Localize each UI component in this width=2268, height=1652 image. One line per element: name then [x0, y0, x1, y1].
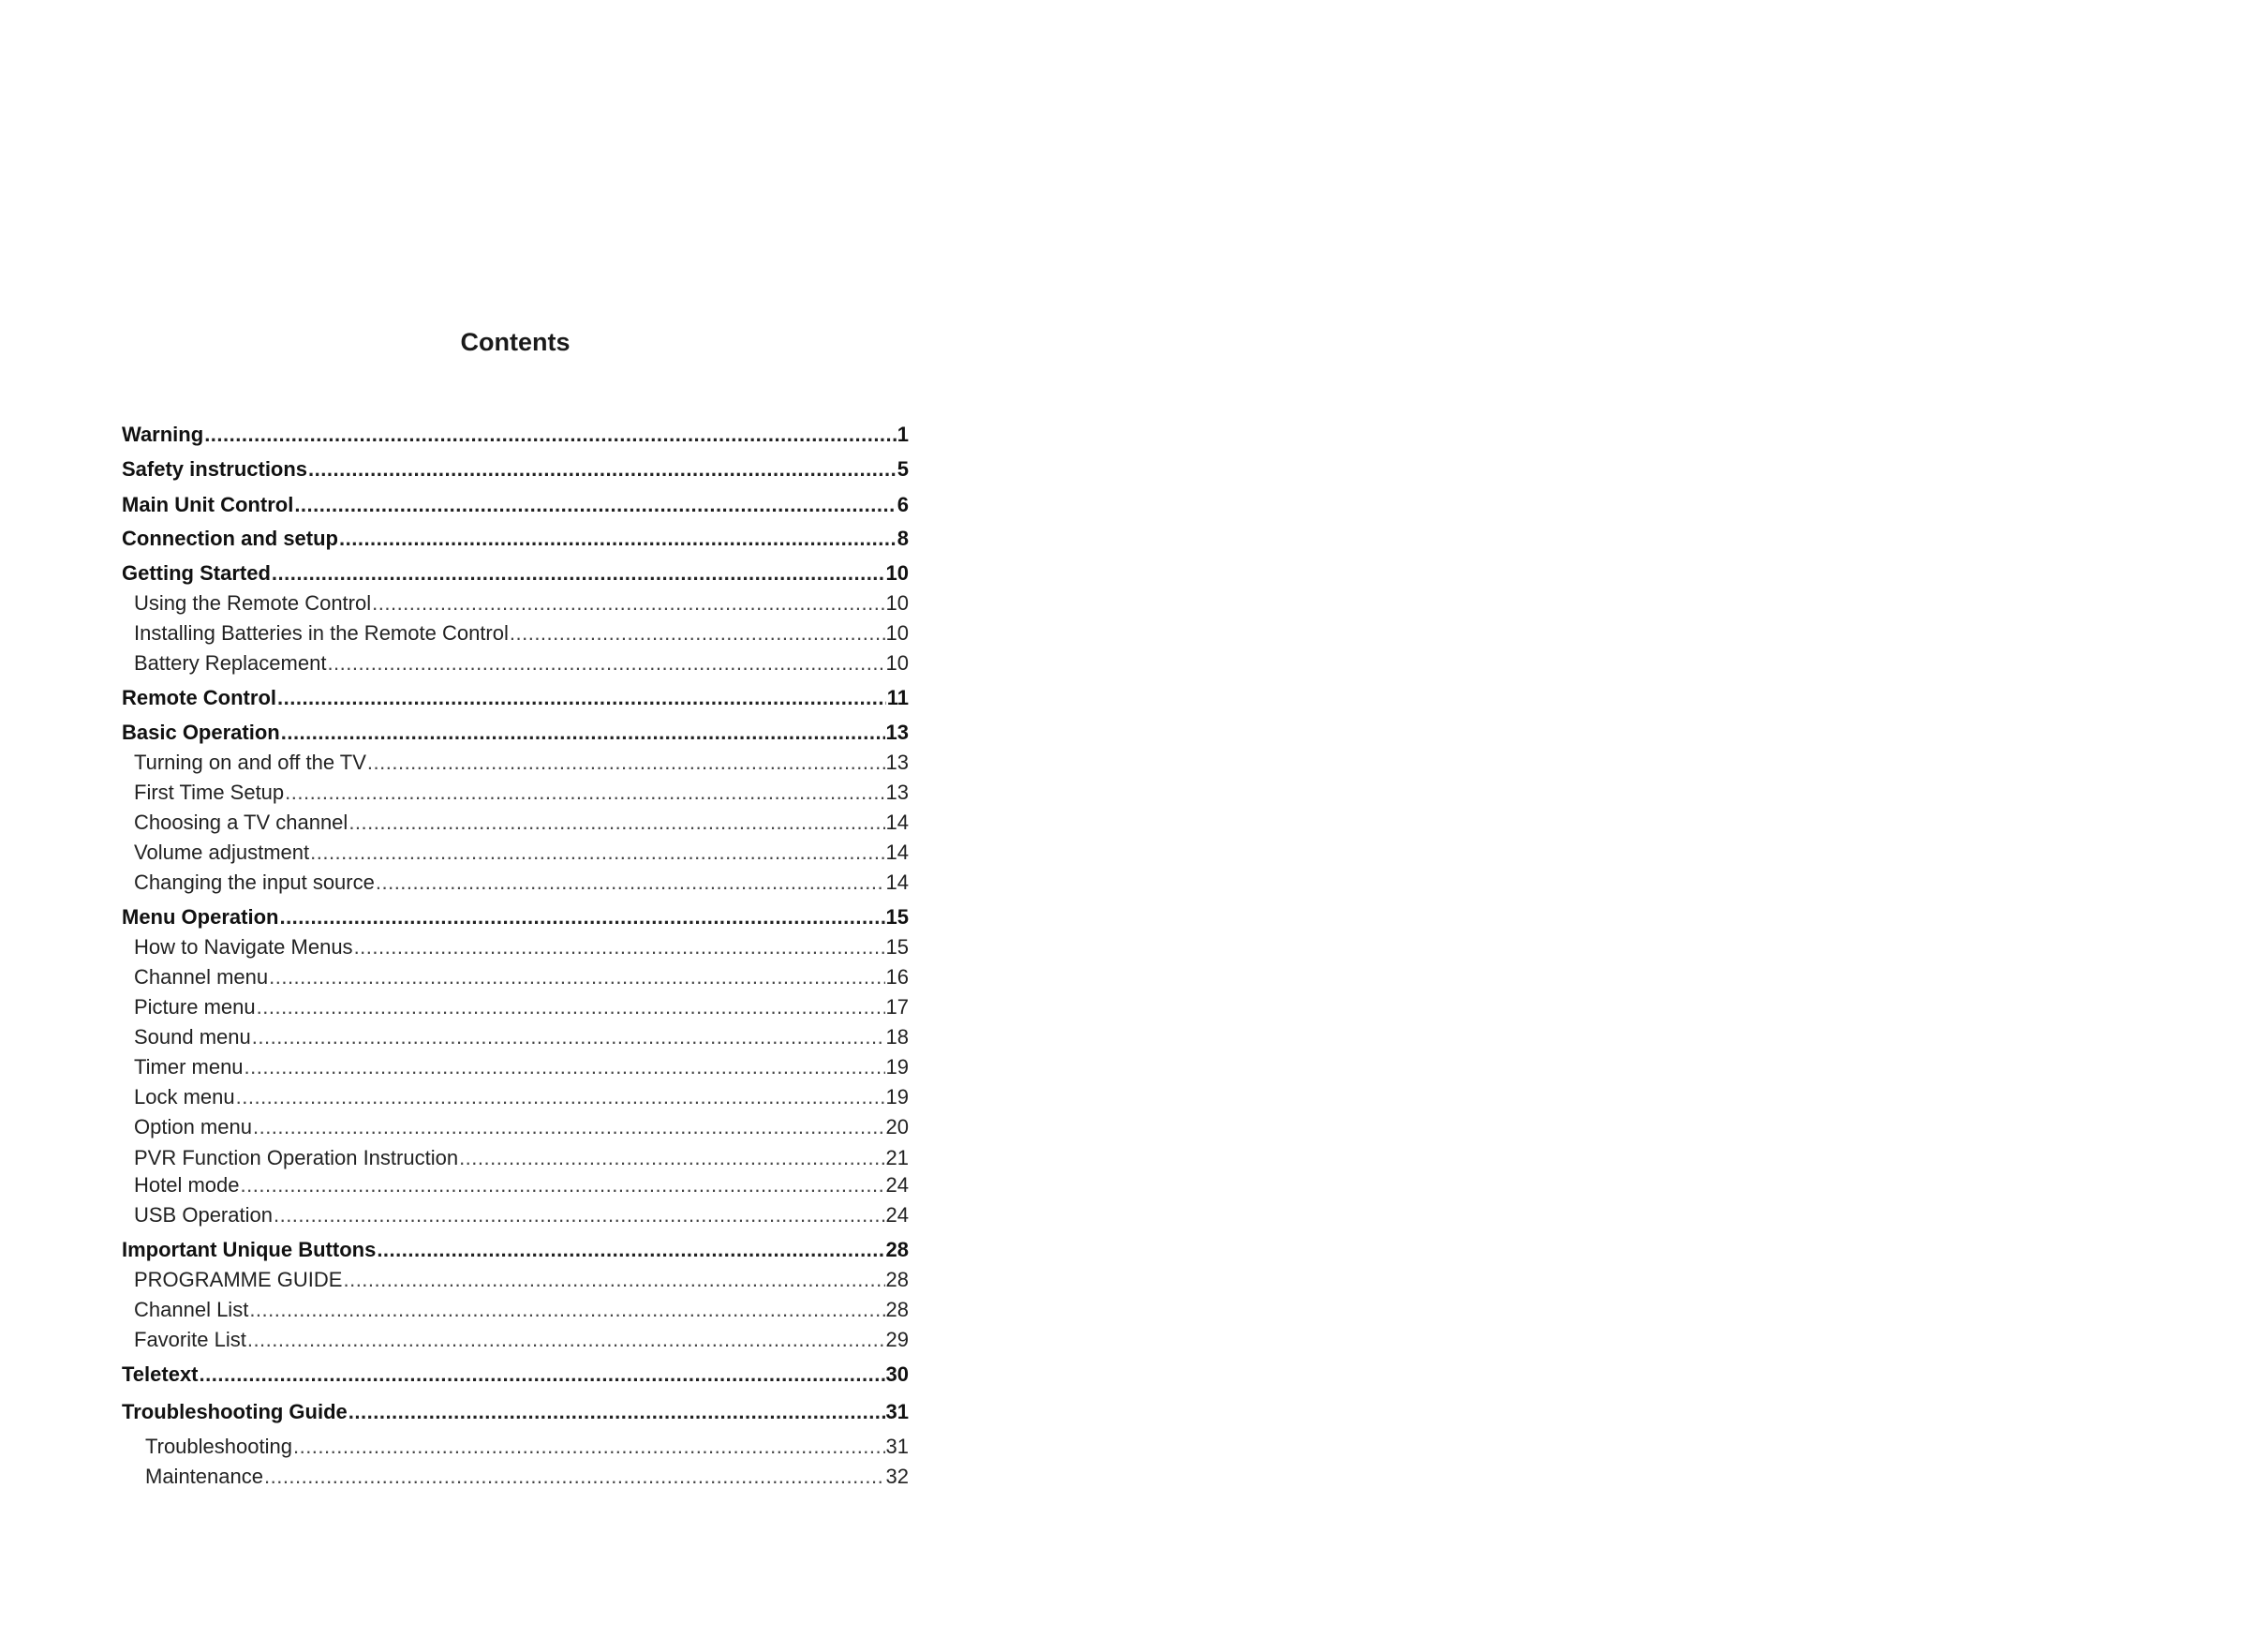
- toc-entry-label: Hotel mode: [134, 1173, 240, 1197]
- toc-entry-page-number: 1: [897, 423, 909, 446]
- toc-entry-label: Teletext: [122, 1362, 199, 1386]
- toc-entry: [122, 419, 909, 451]
- toc-entry-page-number: 8: [897, 527, 909, 550]
- toc-dot-leader: [376, 867, 885, 899]
- toc-dot-leader: [253, 1111, 885, 1143]
- toc-entry-label: Installing Batteries in the Remote Control: [134, 621, 509, 645]
- toc-dot-leader: [277, 682, 886, 714]
- toc-entry-label: Changing the input source: [134, 871, 375, 894]
- toc-entry-label: Timer menu: [134, 1055, 244, 1079]
- toc-dot-leader: [247, 1324, 885, 1356]
- toc-entry: [134, 647, 909, 679]
- toc-entry: [134, 931, 909, 963]
- contents-title: Contents: [460, 328, 571, 356]
- toc-entry: [134, 1051, 909, 1083]
- toc-entry-label: Battery Replacement: [134, 651, 327, 675]
- toc-entry-page-number: 15: [885, 935, 909, 959]
- toc-entry-label: Lock menu: [134, 1085, 235, 1109]
- toc-dot-leader: [327, 647, 884, 679]
- toc-entry: [134, 1169, 909, 1201]
- toc-entry: [122, 1234, 909, 1266]
- toc-entry-page-number: 13: [885, 751, 909, 774]
- toc-entry: [122, 1359, 909, 1391]
- toc-dot-leader: [377, 1234, 884, 1266]
- toc-entry: [122, 523, 909, 555]
- toc-dot-leader: [367, 747, 885, 779]
- toc-entry: [134, 618, 909, 649]
- toc-entry-page-number: 28: [885, 1238, 909, 1261]
- toc-entry-page-number: 20: [885, 1115, 909, 1139]
- toc-dot-leader: [269, 961, 884, 993]
- toc-entry-label: Channel menu: [134, 965, 269, 989]
- toc-entry-label: Troubleshooting: [145, 1435, 292, 1458]
- toc-entry-page-number: 5: [897, 457, 909, 481]
- toc-dot-leader: [354, 931, 885, 963]
- toc-entry-page-number: 28: [885, 1268, 909, 1291]
- toc-entry-page-number: 31: [885, 1435, 909, 1458]
- toc-entry-page-number: 30: [885, 1362, 909, 1386]
- toc-entry: [145, 1431, 909, 1463]
- toc-entry-label: Option menu: [134, 1115, 252, 1139]
- toc-entry: [145, 1461, 909, 1493]
- toc-entry-label: Volume adjustment: [134, 841, 310, 864]
- toc-entry-label: Connection and setup: [122, 527, 338, 550]
- toc-dot-leader: [241, 1169, 885, 1201]
- toc-entry-label: Troubleshooting Guide: [122, 1400, 348, 1423]
- toc-entry-page-number: 10: [885, 651, 909, 675]
- toc-entry-page-number: 14: [885, 841, 909, 864]
- toc-entry: [134, 961, 909, 993]
- toc-entry-label: Menu Operation: [122, 905, 279, 929]
- toc-entry-label: Using the Remote Control: [134, 591, 372, 615]
- toc-dot-leader: [348, 807, 884, 839]
- toc-entry: [134, 1324, 909, 1356]
- toc-dot-leader: [245, 1051, 885, 1083]
- toc-entry: [134, 588, 909, 619]
- toc-entry: [122, 717, 909, 749]
- toc-dot-leader: [285, 777, 884, 809]
- toc-dot-leader: [279, 901, 884, 933]
- toc-entry-label: Favorite List: [134, 1328, 246, 1351]
- toc-entry-label: Choosing a TV channel: [134, 811, 348, 834]
- toc-entry: [134, 867, 909, 899]
- toc-entry-label: Basic Operation: [122, 721, 280, 744]
- toc-entry-page-number: 6: [897, 493, 909, 516]
- toc-entry: [134, 991, 909, 1023]
- toc-entry: [122, 454, 909, 485]
- toc-entry-label: Maintenance: [145, 1465, 263, 1488]
- toc-entry: [134, 807, 909, 839]
- toc-entry-page-number: 16: [885, 965, 909, 989]
- toc-entry-page-number: 14: [885, 811, 909, 834]
- toc-dot-leader: [310, 837, 884, 869]
- toc-dot-leader: [272, 558, 885, 589]
- toc-entry: [122, 682, 909, 714]
- toc-entry: [134, 1111, 909, 1143]
- toc-entry: [134, 1264, 909, 1296]
- toc-entry-label: Remote Control: [122, 686, 276, 709]
- toc-entry-label: Channel List: [134, 1298, 249, 1321]
- toc-entry: [122, 558, 909, 589]
- toc-entry-page-number: 19: [885, 1085, 909, 1109]
- toc-entry: [134, 777, 909, 809]
- toc-dot-leader: [236, 1081, 885, 1113]
- toc-entry-page-number: 18: [885, 1025, 909, 1049]
- toc-entry: [122, 1396, 909, 1428]
- toc-entry-page-number: 29: [885, 1328, 909, 1351]
- toc-dot-leader: [339, 523, 897, 555]
- toc-dot-leader: [274, 1199, 885, 1231]
- toc-entry-page-number: 10: [885, 621, 909, 645]
- toc-entry-page-number: 32: [885, 1465, 909, 1488]
- toc-dot-leader: [257, 991, 885, 1023]
- toc-entry-page-number: 31: [885, 1400, 909, 1423]
- toc-entry-label: Important Unique Buttons: [122, 1238, 377, 1261]
- toc-entry-page-number: 14: [885, 871, 909, 894]
- toc-entry-label: Picture menu: [134, 995, 256, 1019]
- toc-dot-leader: [264, 1461, 885, 1493]
- toc-dot-leader: [372, 588, 884, 619]
- toc-entry: [134, 1199, 909, 1231]
- toc-entry: [134, 747, 909, 779]
- toc-entry-label: Getting Started: [122, 561, 271, 585]
- toc-entry: [122, 901, 909, 933]
- toc-dot-leader: [343, 1264, 884, 1296]
- toc-entry-label: First Time Setup: [134, 781, 285, 804]
- toc-dot-leader: [200, 1359, 885, 1391]
- toc-entry: [134, 1294, 909, 1326]
- toc-entry-label: Warning: [122, 423, 204, 446]
- toc-entry-page-number: 15: [885, 905, 909, 929]
- toc-dot-leader: [510, 618, 885, 649]
- toc-entry-label: Safety instructions: [122, 457, 308, 481]
- toc-entry-page-number: 13: [885, 781, 909, 804]
- toc-entry-page-number: 24: [885, 1173, 909, 1197]
- toc-entry-page-number: 10: [885, 591, 909, 615]
- toc-dot-leader: [293, 1431, 885, 1463]
- toc-entry-page-number: 19: [885, 1055, 909, 1079]
- toc-entry-page-number: 28: [885, 1298, 909, 1321]
- toc-entry-page-number: 17: [885, 995, 909, 1019]
- toc-entry-page-number: 11: [886, 686, 909, 709]
- toc-entry-page-number: 24: [885, 1203, 909, 1227]
- toc-entry-label: PROGRAMME GUIDE: [134, 1268, 343, 1291]
- toc-entry-page-number: 10: [885, 561, 909, 585]
- toc-entry-page-number: 13: [885, 721, 909, 744]
- toc-entry-page-number: 21: [885, 1146, 909, 1169]
- toc-dot-leader: [204, 419, 897, 451]
- toc-entry: [122, 489, 909, 521]
- toc-entry-label: Sound menu: [134, 1025, 251, 1049]
- toc-entry: [134, 837, 909, 869]
- toc-dot-leader: [252, 1021, 885, 1053]
- toc-entry-label: PVR Function Operation Instruction: [134, 1146, 459, 1169]
- toc-entry-label: USB Operation: [134, 1203, 273, 1227]
- toc-dot-leader: [348, 1396, 885, 1428]
- toc-dot-leader: [281, 717, 885, 749]
- toc-entry-label: Turning on and off the TV: [134, 751, 366, 774]
- toc-dot-leader: [249, 1294, 884, 1326]
- toc-dot-leader: [308, 454, 897, 485]
- toc-dot-leader: [294, 489, 896, 521]
- toc-entry-label: Main Unit Control: [122, 493, 294, 516]
- toc-entry: [134, 1021, 909, 1053]
- toc-entry: [134, 1081, 909, 1113]
- toc-entry-label: How to Navigate Menus: [134, 935, 353, 959]
